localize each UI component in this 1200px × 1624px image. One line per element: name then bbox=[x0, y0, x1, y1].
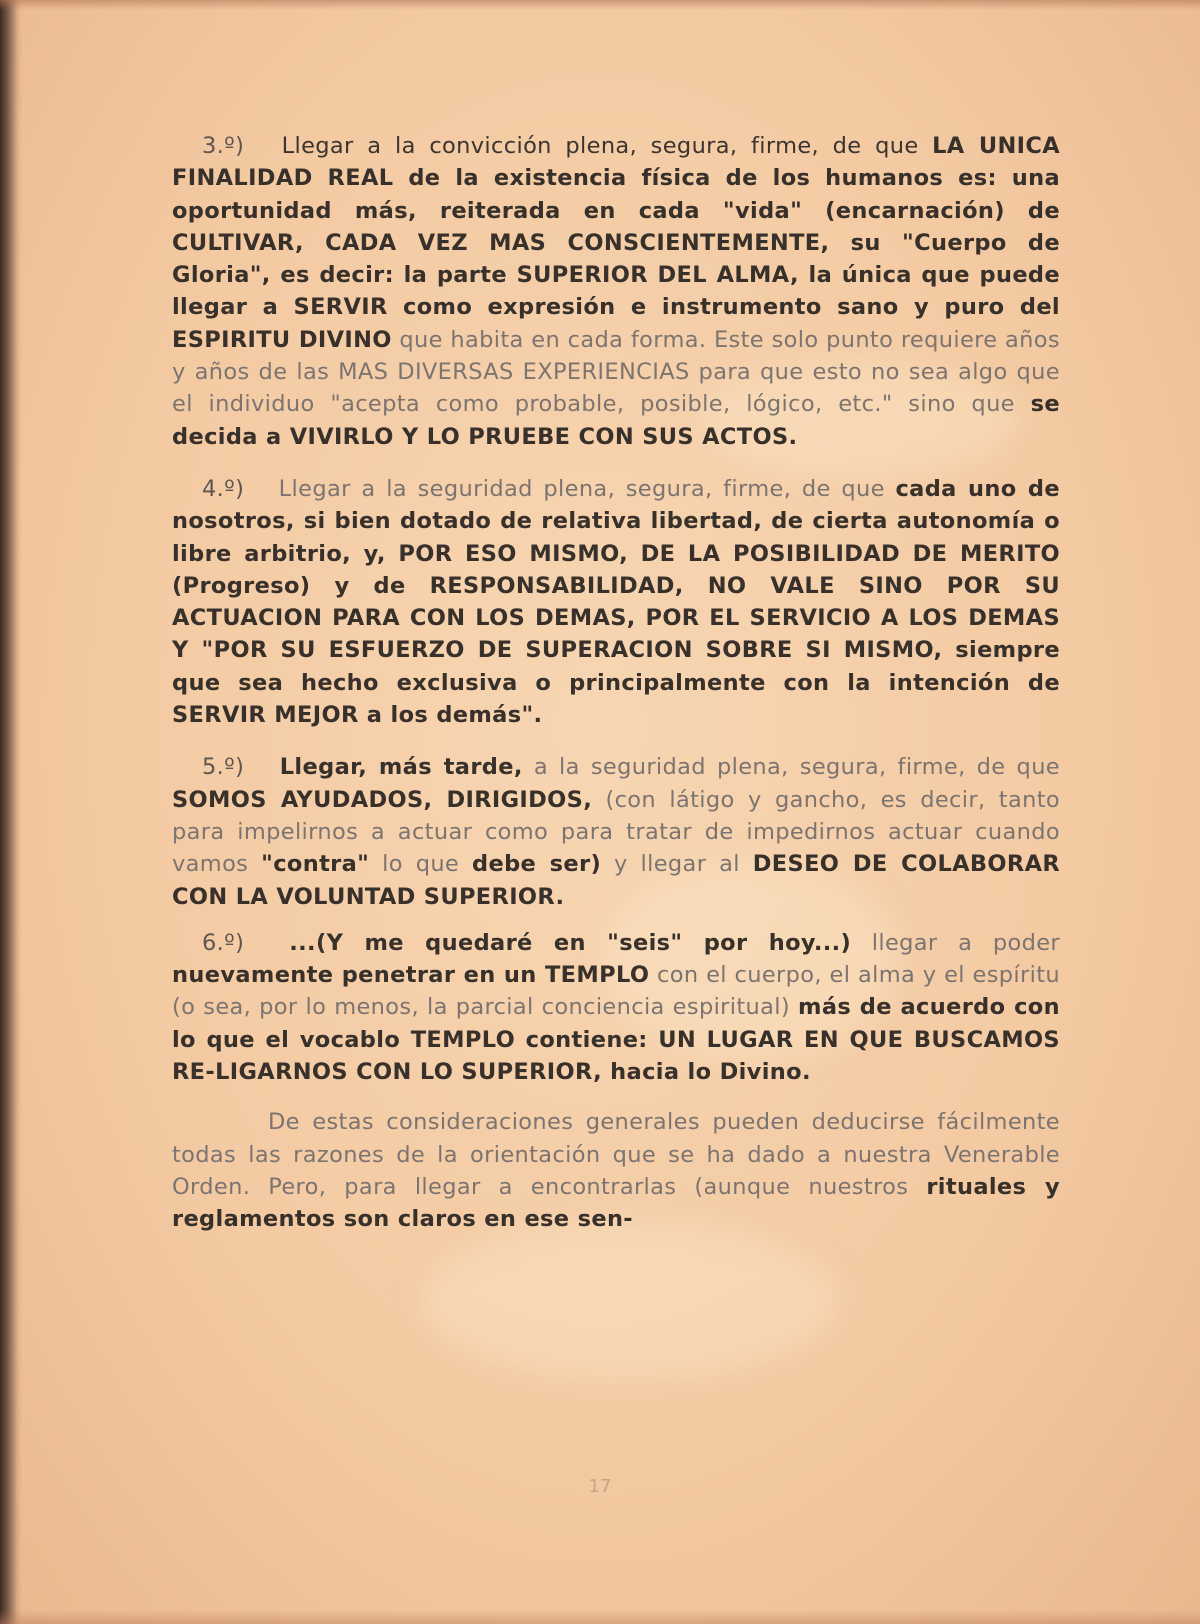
page-number: 17 bbox=[588, 1476, 612, 1497]
paragraph-number: 6.º) bbox=[202, 929, 245, 956]
paragraph-3 bbox=[172, 130, 1060, 453]
text-span: Llegar, más tarde, bbox=[268, 754, 523, 781]
text-span: su "Cuerpo de Gloria", es decir: la parte bbox=[172, 229, 1060, 289]
text-span: "contra" bbox=[261, 851, 370, 878]
paragraph-conclusion bbox=[172, 1106, 1060, 1235]
text-span: cada uno de nosotros, si bien dotado de relativa libertad, de cierta autonomía o libre arbitrio, y, POR ESO MISMO, DE LA POSIBILIDAD DE MERITO (Progreso) y de RESPONSABILIDAD, NO VALE SINO POR SU ACTUACION PARA CON LOS DEMAS, POR EL SERVICIO A LOS DEMAS Y "POR SU ESFUERZO DE SUPERACION SOBRE SI MISMO, siempre que sea hecho exclusiva o principalmente con la intención de SERVIR MEJOR a los demás". bbox=[172, 475, 1060, 729]
text-span: que habita en cada forma. Este solo punto requiere años y años de las bbox=[172, 326, 1060, 386]
text-span: DESEO DE COLABORAR CON LA VOLUNTAD SUPERIOR. bbox=[172, 851, 1061, 910]
text-span: Llegar a la convicción plena, segura, firme, de que bbox=[268, 133, 933, 159]
paragraph-number: 3.º) bbox=[202, 133, 245, 159]
text-span: Llegar a la seguridad plena, segura, firme, de que bbox=[268, 475, 896, 502]
page-bottom-edge bbox=[0, 1610, 1200, 1624]
text-span: CULTIVAR, CADA VEZ MAS CONSCIENTEMENTE, bbox=[172, 229, 830, 256]
text-span: como expresión e instrumento sano y puro del bbox=[387, 294, 1060, 321]
text-span: a la seguridad plena, segura, firme, de que bbox=[522, 754, 1060, 781]
text-span: MAS DIVERSAS EXPERIENCIAS bbox=[338, 359, 690, 386]
paragraph-6 bbox=[172, 927, 1060, 1088]
text-span: más de acuerdo con lo que el vocablo TEMPLO contiene: UN LUGAR EN QUE BUSCAMOS RE-LIGARNOS CON LO SUPERIOR, hacia lo Divino. bbox=[172, 994, 1060, 1086]
text-span: con el cuerpo, el alma y el espíritu (o sea, por lo menos, la parcial conciencia espiritual) bbox=[172, 962, 1060, 1021]
text-span: ESPIRITU DIVINO bbox=[172, 326, 392, 353]
paragraph-5 bbox=[172, 751, 1060, 912]
text-span: LA UNICA FINALIDAD REAL bbox=[172, 133, 1060, 192]
text-span: SOMOS AYUDADOS, DIRIGIDOS, bbox=[172, 786, 593, 813]
body-text bbox=[172, 130, 1060, 1256]
text-span: de la existencia física de los humanos es: una oportunidad más, reiterada en cada "vida" (encarnación) de bbox=[172, 165, 1061, 224]
text-span: ...(Y me quedaré en "seis" por hoy...) bbox=[268, 929, 852, 956]
text-span: SUPERIOR DEL ALMA, bbox=[516, 262, 799, 289]
text-span: se decida a VIVIRLO Y LO PRUEBE CON SUS ACTOS. bbox=[172, 391, 1060, 450]
text-span: lo que bbox=[369, 851, 472, 878]
page-binding-edge bbox=[0, 0, 22, 1624]
text-span: rituales y reglamentos son claros en ese sen- bbox=[172, 1173, 1061, 1233]
text-span: debe ser) bbox=[472, 851, 602, 878]
text-span: De estas consideraciones generales pueden deducirse fácilmente todas las razones de la orientación que se ha dado a nuestra Venerable Orden. Pero, para llegar a encontrarlas (aunque nuestros bbox=[172, 1109, 1060, 1200]
text-span: la única que puede llegar a bbox=[172, 262, 1060, 321]
text-span: llegar a poder bbox=[851, 929, 1061, 956]
text-span: nuevamente penetrar en un TEMPLO bbox=[172, 962, 650, 989]
paragraph-number: 4.º) bbox=[202, 475, 245, 502]
text-span: y llegar al bbox=[601, 851, 753, 878]
paragraph-4 bbox=[172, 473, 1060, 731]
text-span: SERVIR bbox=[293, 294, 388, 321]
page-top-edge bbox=[0, 0, 1200, 10]
paragraph-number: 5.º) bbox=[202, 754, 245, 781]
text-span: para que esto no sea algo que el individuo "acepta como probable, posible, lógico, etc." sino que bbox=[172, 359, 1060, 418]
text-span: (con látigo y gancho, es decir, tanto para impelirnos a actuar como para tratar de impedirnos actuar cuando vamos bbox=[172, 786, 1060, 878]
